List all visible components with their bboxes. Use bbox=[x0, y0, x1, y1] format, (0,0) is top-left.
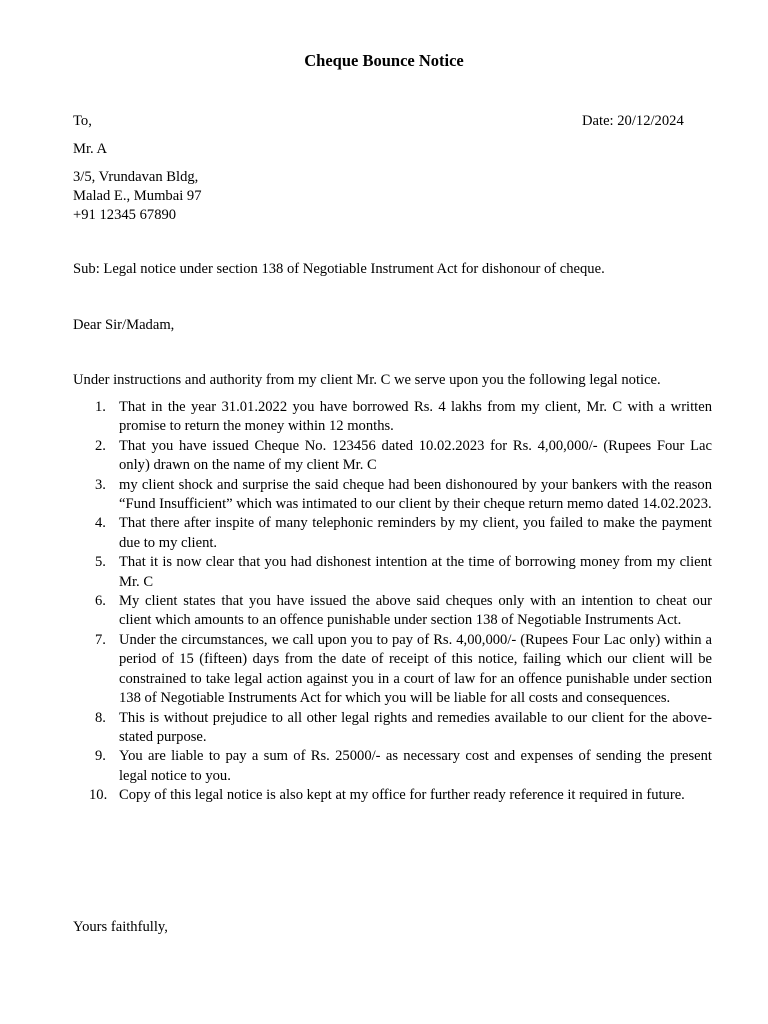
list-item-number: 4. bbox=[95, 515, 106, 532]
document-title: Cheque Bounce Notice bbox=[304, 51, 464, 70]
salutation: Dear Sir/Madam, bbox=[73, 317, 175, 333]
list-item bbox=[73, 631, 712, 709]
list-item bbox=[73, 437, 712, 476]
list-item bbox=[73, 709, 712, 748]
list-item bbox=[73, 476, 712, 515]
address-line: Malad E., Mumbai 97 bbox=[73, 188, 202, 204]
notice-date: Date: 20/12/2024 bbox=[582, 113, 684, 129]
list-item bbox=[73, 592, 712, 631]
to-label: To, bbox=[73, 113, 92, 129]
list-item-text: Under the circumstances, we call upon you to pay of Rs. 4,00,000/- (Rupees Four Lac only) within a period of 15 (fifteen) days from the date of receipt of this notice, failing which our client will be constrained to take legal action against you in a court of law for an offence punishable under section 138 of Negotiable Instruments Act for which you will be liable for all costs and consequences. bbox=[119, 631, 712, 707]
recipient-address bbox=[73, 168, 202, 225]
list-item-text: That it is now clear that you had dishonest intention at the time of borrowing money from my client Mr. C bbox=[119, 554, 712, 590]
list-item-number: 10. bbox=[89, 787, 108, 804]
list-item bbox=[73, 398, 712, 437]
list-item-text: This is without prejudice to all other legal rights and remedies available to our client for the above-stated purpose. bbox=[119, 709, 712, 745]
list-item-text: my client shock and surprise the said cheque had been dishonoured by your bankers with the reason “Fund Insufficient” which was intimated to our client by their cheque return memo dated 14.02.2023. bbox=[119, 476, 712, 513]
list-item bbox=[73, 747, 712, 786]
subject-line: Sub: Legal notice under section 138 of Negotiable Instrument Act for dishonour of cheque. bbox=[73, 261, 605, 277]
list-item-text: That there after inspite of many telephonic reminders by my client, you failed to make the payment due to my client. bbox=[119, 515, 712, 551]
list-item-number: 7. bbox=[95, 631, 106, 648]
notice-points-list bbox=[73, 398, 712, 806]
list-item bbox=[73, 786, 712, 805]
list-item-number: 9. bbox=[95, 748, 106, 765]
list-item-number: 5. bbox=[95, 554, 106, 571]
recipient-phone: +91 12345 67890 bbox=[73, 207, 177, 223]
list-item bbox=[73, 553, 712, 592]
list-item-text: That you have issued Cheque No. 123456 dated 10.02.2023 for Rs. 4,00,000/- (Rupees Four Lac only) drawn on the name of my client Mr. C bbox=[119, 437, 712, 474]
list-item bbox=[73, 514, 712, 553]
list-item-text: You are liable to pay a sum of Rs. 25000/- as necessary cost and expenses of sending the present legal notice to you. bbox=[119, 748, 712, 784]
list-item-number: 1. bbox=[95, 399, 106, 415]
list-item-number: 3. bbox=[95, 476, 106, 493]
intro-paragraph: Under instructions and authority from my client Mr. C we serve upon you the following legal notice. bbox=[73, 372, 661, 388]
list-item-text: My client states that you have issued the above said cheques only with an intention to cheat our client which amounts to an offence punishable under section 138 of Negotiable Instruments Act. bbox=[119, 593, 712, 629]
list-item-text: Copy of this legal notice is also kept at my office for further ready reference it required in future. bbox=[119, 787, 685, 804]
list-item-text: That in the year 31.01.2022 you have borrowed Rs. 4 lakhs from my client, Mr. C with a written promise to return the money within 12 months. bbox=[119, 399, 712, 435]
list-item-number: 8. bbox=[95, 709, 106, 726]
recipient-name: Mr. A bbox=[73, 141, 108, 157]
address-line: 3/5, Vrundavan Bldg, bbox=[73, 169, 199, 185]
list-item-number: 6. bbox=[95, 593, 106, 610]
list-item-number: 2. bbox=[95, 437, 106, 454]
closing-line: Yours faithfully, bbox=[73, 919, 168, 935]
